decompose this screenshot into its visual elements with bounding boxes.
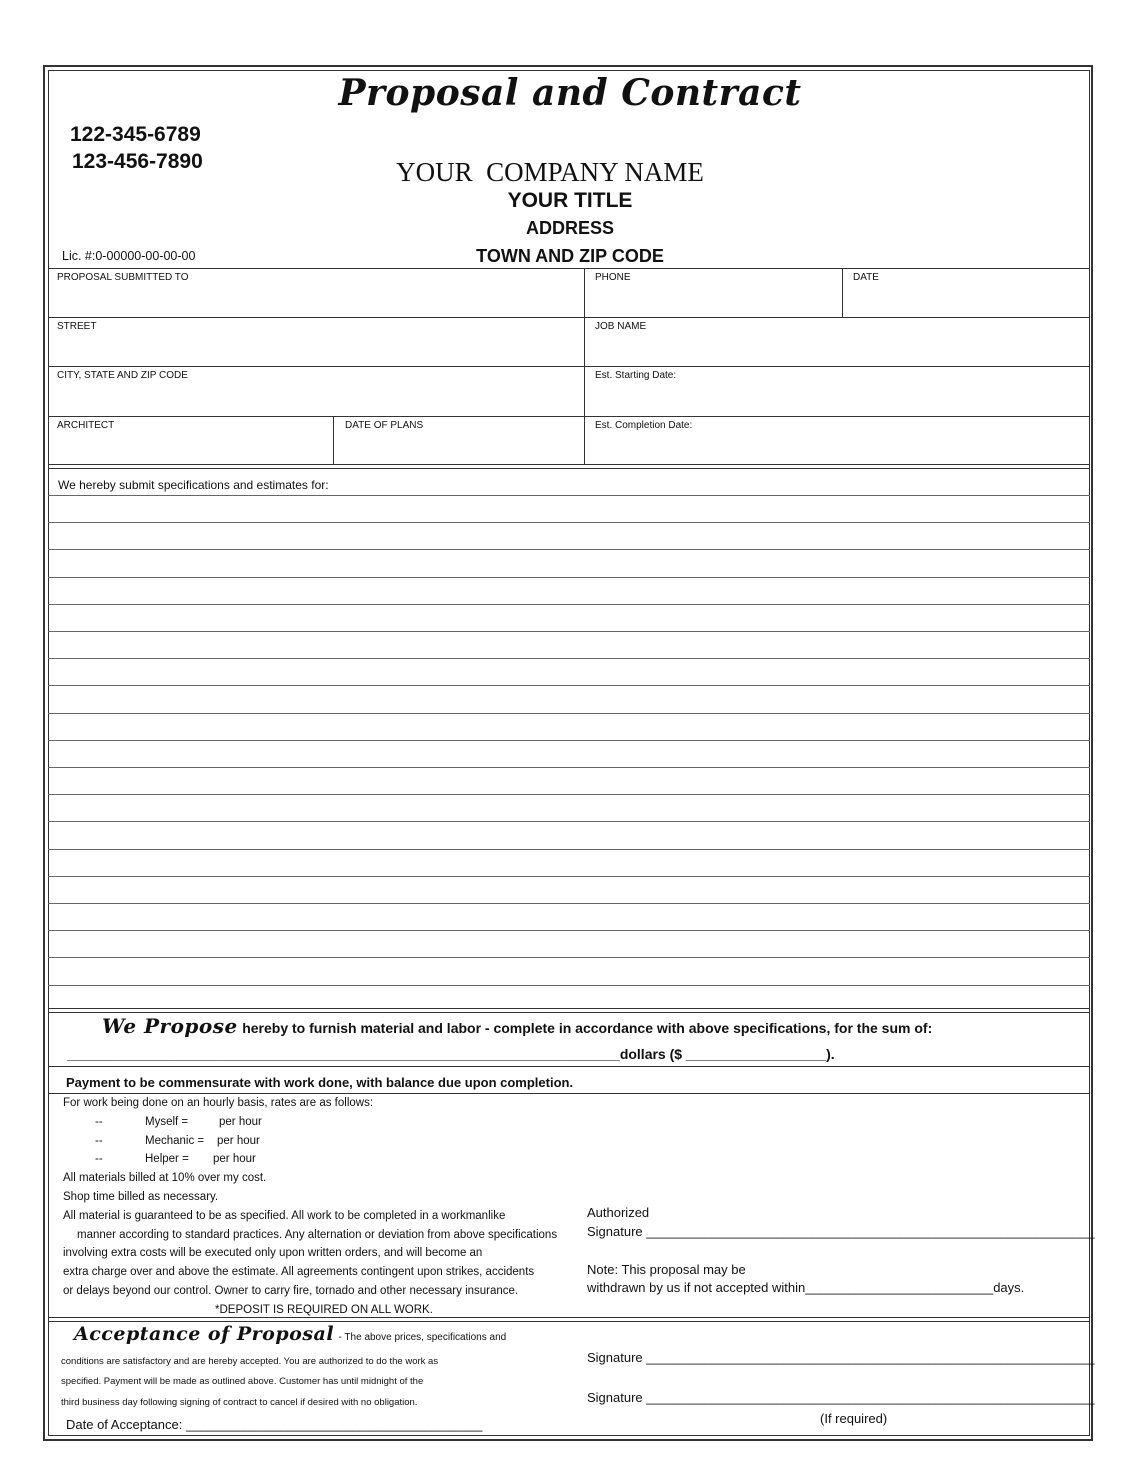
divider (48, 268, 1090, 269)
divider (842, 268, 843, 317)
est-completion-date-field[interactable]: Est. Completion Date: (595, 420, 693, 431)
town-zip: TOWN AND ZIP CODE (476, 246, 664, 266)
license-number: Lic. #:0-00000-00-00-00 (62, 249, 196, 263)
terms-line: or delays beyond our control. Owner to carry fire, tornado and other necessary insurance. (63, 1284, 519, 1297)
proposal-submitted-to-field[interactable]: PROPOSAL SUBMITTED TO (57, 272, 189, 283)
spec-ruled-line[interactable] (48, 685, 1090, 686)
divider (48, 468, 1090, 469)
deposit-note: *DEPOSIT IS REQUIRED ON ALL WORK. (215, 1303, 433, 1316)
spec-ruled-line[interactable] (48, 903, 1090, 904)
city-state-zip-field[interactable]: CITY, STATE AND ZIP CODE (57, 370, 188, 381)
job-name-field[interactable]: JOB NAME (595, 321, 647, 332)
authorized-label: Authorized (587, 1205, 650, 1220)
spec-ruled-line[interactable] (48, 577, 1090, 578)
hourly-intro: For work being done on an hourly basis, rates are as follows: (63, 1097, 374, 1109)
spec-ruled-line[interactable] (48, 658, 1090, 659)
company-name: YOUR COMPANY NAME (396, 157, 704, 187)
rate-role: Myself = (145, 1115, 189, 1128)
terms-line: All material is guaranteed to be as specified. All work to be completed in a workmanlike (63, 1209, 506, 1222)
rate-role: Mechanic = (145, 1134, 205, 1147)
spec-ruled-line[interactable] (48, 495, 1090, 496)
hourly-rates-block (63, 1094, 583, 1320)
date-field[interactable]: DATE (853, 272, 879, 283)
customer-signature-1[interactable]: Signature ______________________________________________________________ (587, 1350, 1095, 1365)
materials-note: All materials billed at 10% over my cost. (63, 1172, 267, 1185)
divider (48, 416, 1090, 417)
amount-line[interactable]: _______________________________________________________________________dollars ($ __________________). (67, 1046, 835, 1062)
spec-ruled-line[interactable] (48, 849, 1090, 850)
acceptance-heading-line (74, 1323, 506, 1345)
date-of-plans-field[interactable]: DATE OF PLANS (345, 420, 424, 431)
spec-ruled-line[interactable] (48, 930, 1090, 931)
spec-ruled-line[interactable] (48, 876, 1090, 877)
divider (48, 1321, 1090, 1322)
street-field[interactable]: STREET (57, 321, 97, 332)
rate-unit: per hour (213, 1153, 256, 1166)
your-title: YOUR TITLE (507, 189, 633, 212)
shop-time-note: Shop time billed as necessary. (63, 1190, 219, 1203)
est-starting-date-field[interactable]: Est. Starting Date: (595, 370, 677, 381)
spec-ruled-line[interactable] (48, 821, 1090, 822)
rate-unit: per hour (219, 1115, 262, 1128)
spec-ruled-line[interactable] (48, 713, 1090, 714)
payment-heading: Payment to be commensurate with work done, with balance due upon completion. (66, 1075, 574, 1090)
acceptance-line: conditions are satisfactory and are hereby accepted. You are authorized to do the work as (61, 1356, 439, 1367)
terms-line: involving extra costs will be executed only upon written orders, and will become an (63, 1247, 483, 1260)
spec-ruled-line[interactable] (48, 794, 1090, 795)
acceptance-heading: Acceptance of Proposal (74, 1323, 335, 1345)
divider (48, 317, 1090, 318)
we-propose-heading: We Propose (102, 1014, 238, 1038)
divider (584, 268, 585, 465)
spec-ruled-line[interactable] (48, 957, 1090, 958)
specifications-label: We hereby submit specifications and estimates for: (58, 478, 329, 492)
spec-ruled-line[interactable] (48, 767, 1090, 768)
acceptance-terms (61, 1352, 438, 1413)
date-of-acceptance-field[interactable]: Date of Acceptance: _________________________________________ (66, 1417, 483, 1432)
divider (48, 1066, 1090, 1067)
architect-field[interactable]: ARCHITECT (57, 420, 115, 431)
phone-number-2: 123-456-7890 (72, 150, 203, 173)
spec-ruled-line[interactable] (48, 740, 1090, 741)
divider (48, 1012, 1090, 1013)
phone-field[interactable]: PHONE (595, 272, 631, 283)
spec-ruled-line[interactable] (48, 604, 1090, 605)
spec-ruled-line[interactable] (48, 985, 1090, 986)
address: ADDRESS (525, 218, 614, 238)
acceptance-intro: - The above prices, specifications and (338, 1332, 507, 1343)
divider (333, 416, 334, 465)
withdraw-note-line1: Note: This proposal may be (587, 1262, 746, 1277)
document-title: Proposal and Contract (338, 72, 802, 114)
rate-row (63, 1132, 583, 1151)
rate-unit: per hour (217, 1134, 260, 1147)
withdraw-note-line2[interactable]: withdrawn by us if not accepted within__________________________days. (587, 1280, 1025, 1295)
spec-ruled-line[interactable] (48, 631, 1090, 632)
if-required-note: (If required) (820, 1411, 888, 1426)
we-propose-text: hereby to furnish material and labor - complete in accordance with above specifications, for the sum of: (242, 1020, 933, 1036)
divider (48, 366, 1090, 367)
authorized-signature-line[interactable]: Signature ______________________________________________________________ (587, 1224, 1095, 1239)
divider (48, 1008, 1090, 1009)
we-propose-line (102, 1014, 932, 1038)
acceptance-line: specified. Payment will be made as outlined above. Customer has until midnight of the (61, 1376, 424, 1388)
spec-ruled-line[interactable] (48, 549, 1090, 550)
terms-line: manner according to standard practices. Any alternation or deviation from above specifications (77, 1228, 558, 1241)
rate-role: Helper = (145, 1153, 189, 1166)
spec-ruled-line[interactable] (48, 522, 1090, 523)
rate-row (63, 1113, 583, 1132)
rate-dash: -- (95, 1153, 103, 1166)
customer-signature-2[interactable]: Signature ______________________________________________________________ (587, 1390, 1095, 1405)
rate-row (63, 1150, 583, 1169)
rate-dash: -- (95, 1115, 103, 1128)
terms-line: extra charge over and above the estimate. All agreements contingent upon strikes, accidents (63, 1266, 535, 1279)
divider (48, 464, 1090, 465)
acceptance-line: third business day following signing of contract to cancel if desired with no obligation. (61, 1396, 418, 1408)
rate-dash: -- (95, 1134, 103, 1147)
phone-number-1: 122-345-6789 (70, 123, 201, 146)
